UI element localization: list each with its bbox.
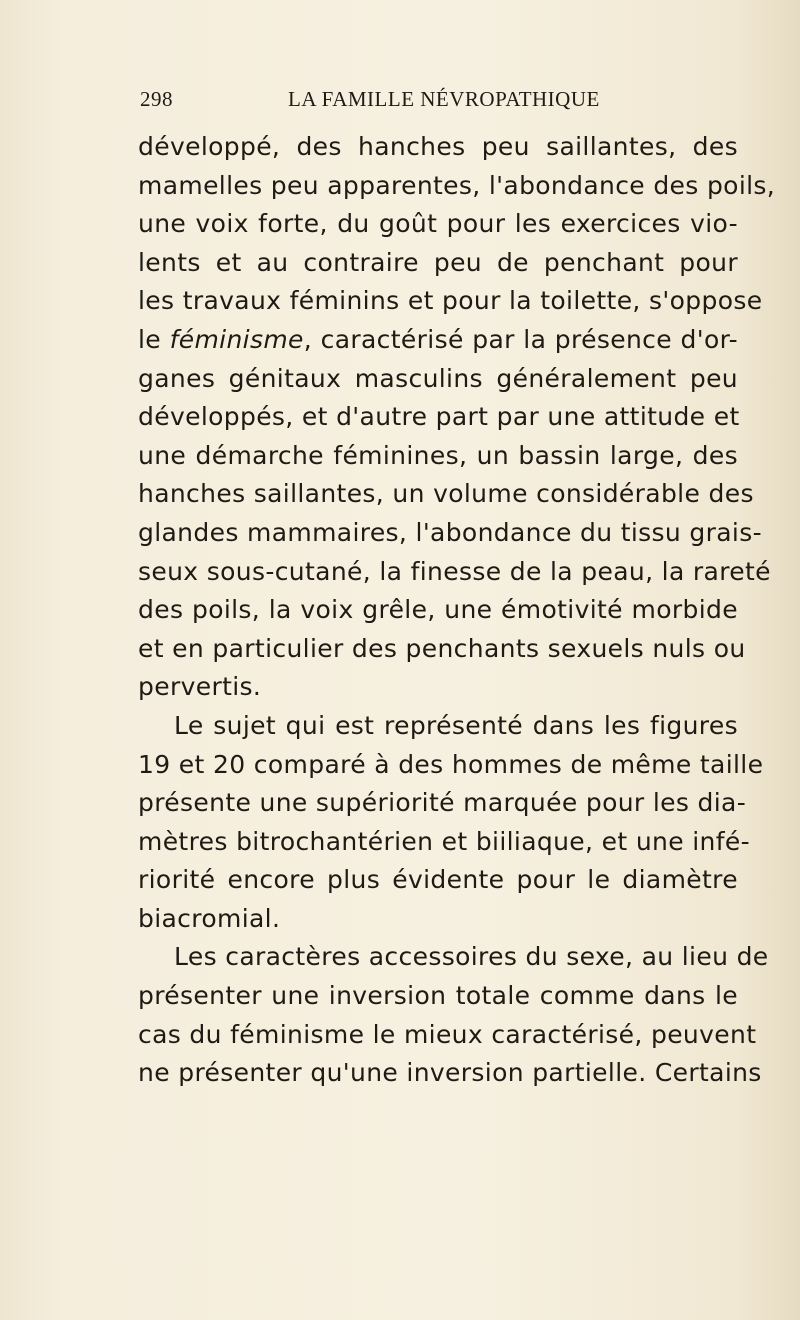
text-line: pervertis.: [138, 672, 262, 702]
text-line: développés, et d'autre part par une attitude et: [138, 402, 740, 432]
text-line: les travaux féminins et pour la toilette, s'oppose: [138, 286, 763, 316]
running-header: [140, 87, 740, 117]
text-line: des poils, la voix grêle, une émotivité morbide: [138, 595, 738, 625]
text-line: Les caractères accessoires du sexe, au lieu de: [174, 942, 769, 972]
text-line: développé, des hanches peu saillantes, des: [138, 132, 738, 161]
text-line: 19 et 20 comparé à des hommes de même taille: [138, 749, 764, 779]
text-line: et en particulier des penchants sexuels nuls ou: [138, 633, 746, 663]
text-line: seux sous-cutané, la finesse de la peau, la rareté: [138, 556, 771, 586]
text-line: mètres bitrochantérien et biiliaque, et une infé-: [138, 826, 750, 856]
text-line: hanches saillantes, un volume considérable des: [138, 479, 754, 509]
page-number: 298: [140, 87, 173, 111]
text-line: riorité encore plus évidente pour le diamètre: [138, 865, 738, 895]
text-line: glandes mammaires, l'abondance du tissu grais-: [138, 517, 762, 547]
text-line: lents et au contraire peu de penchant pour: [138, 247, 738, 277]
text-line: une démarche féminines, un bassin large, des: [138, 440, 738, 470]
text-line: cas du féminisme le mieux caractérisé, peuvent: [138, 1019, 757, 1049]
text-line: biacromial.: [138, 903, 281, 933]
text-line: ganes génitaux masculins généralement peu: [138, 363, 738, 393]
page-header-title: LA FAMILLE NÉVROPATHIQUE: [288, 87, 600, 111]
text-line: mamelles peu apparentes, l'abondance des poils,: [138, 170, 776, 200]
text-line-with-italic: [138, 321, 738, 360]
text-line: une voix forte, du goût pour les exercices vio-: [138, 209, 738, 239]
text-fragment: ,: [303, 324, 321, 354]
italic-term: féminisme: [169, 324, 304, 354]
text-fragment: caractérisé par la présence d'or-: [320, 324, 738, 354]
text-line: présenter une inversion totale comme dans le: [138, 981, 738, 1011]
text-line: présente une supériorité marquée pour les dia-: [138, 788, 747, 818]
text-line: Le sujet qui est représenté dans les figures: [174, 710, 738, 740]
body-text: [138, 128, 776, 1093]
text-fragment: le: [138, 324, 170, 354]
text-line: ne présenter qu'une inversion partielle. Certains: [138, 1058, 762, 1088]
